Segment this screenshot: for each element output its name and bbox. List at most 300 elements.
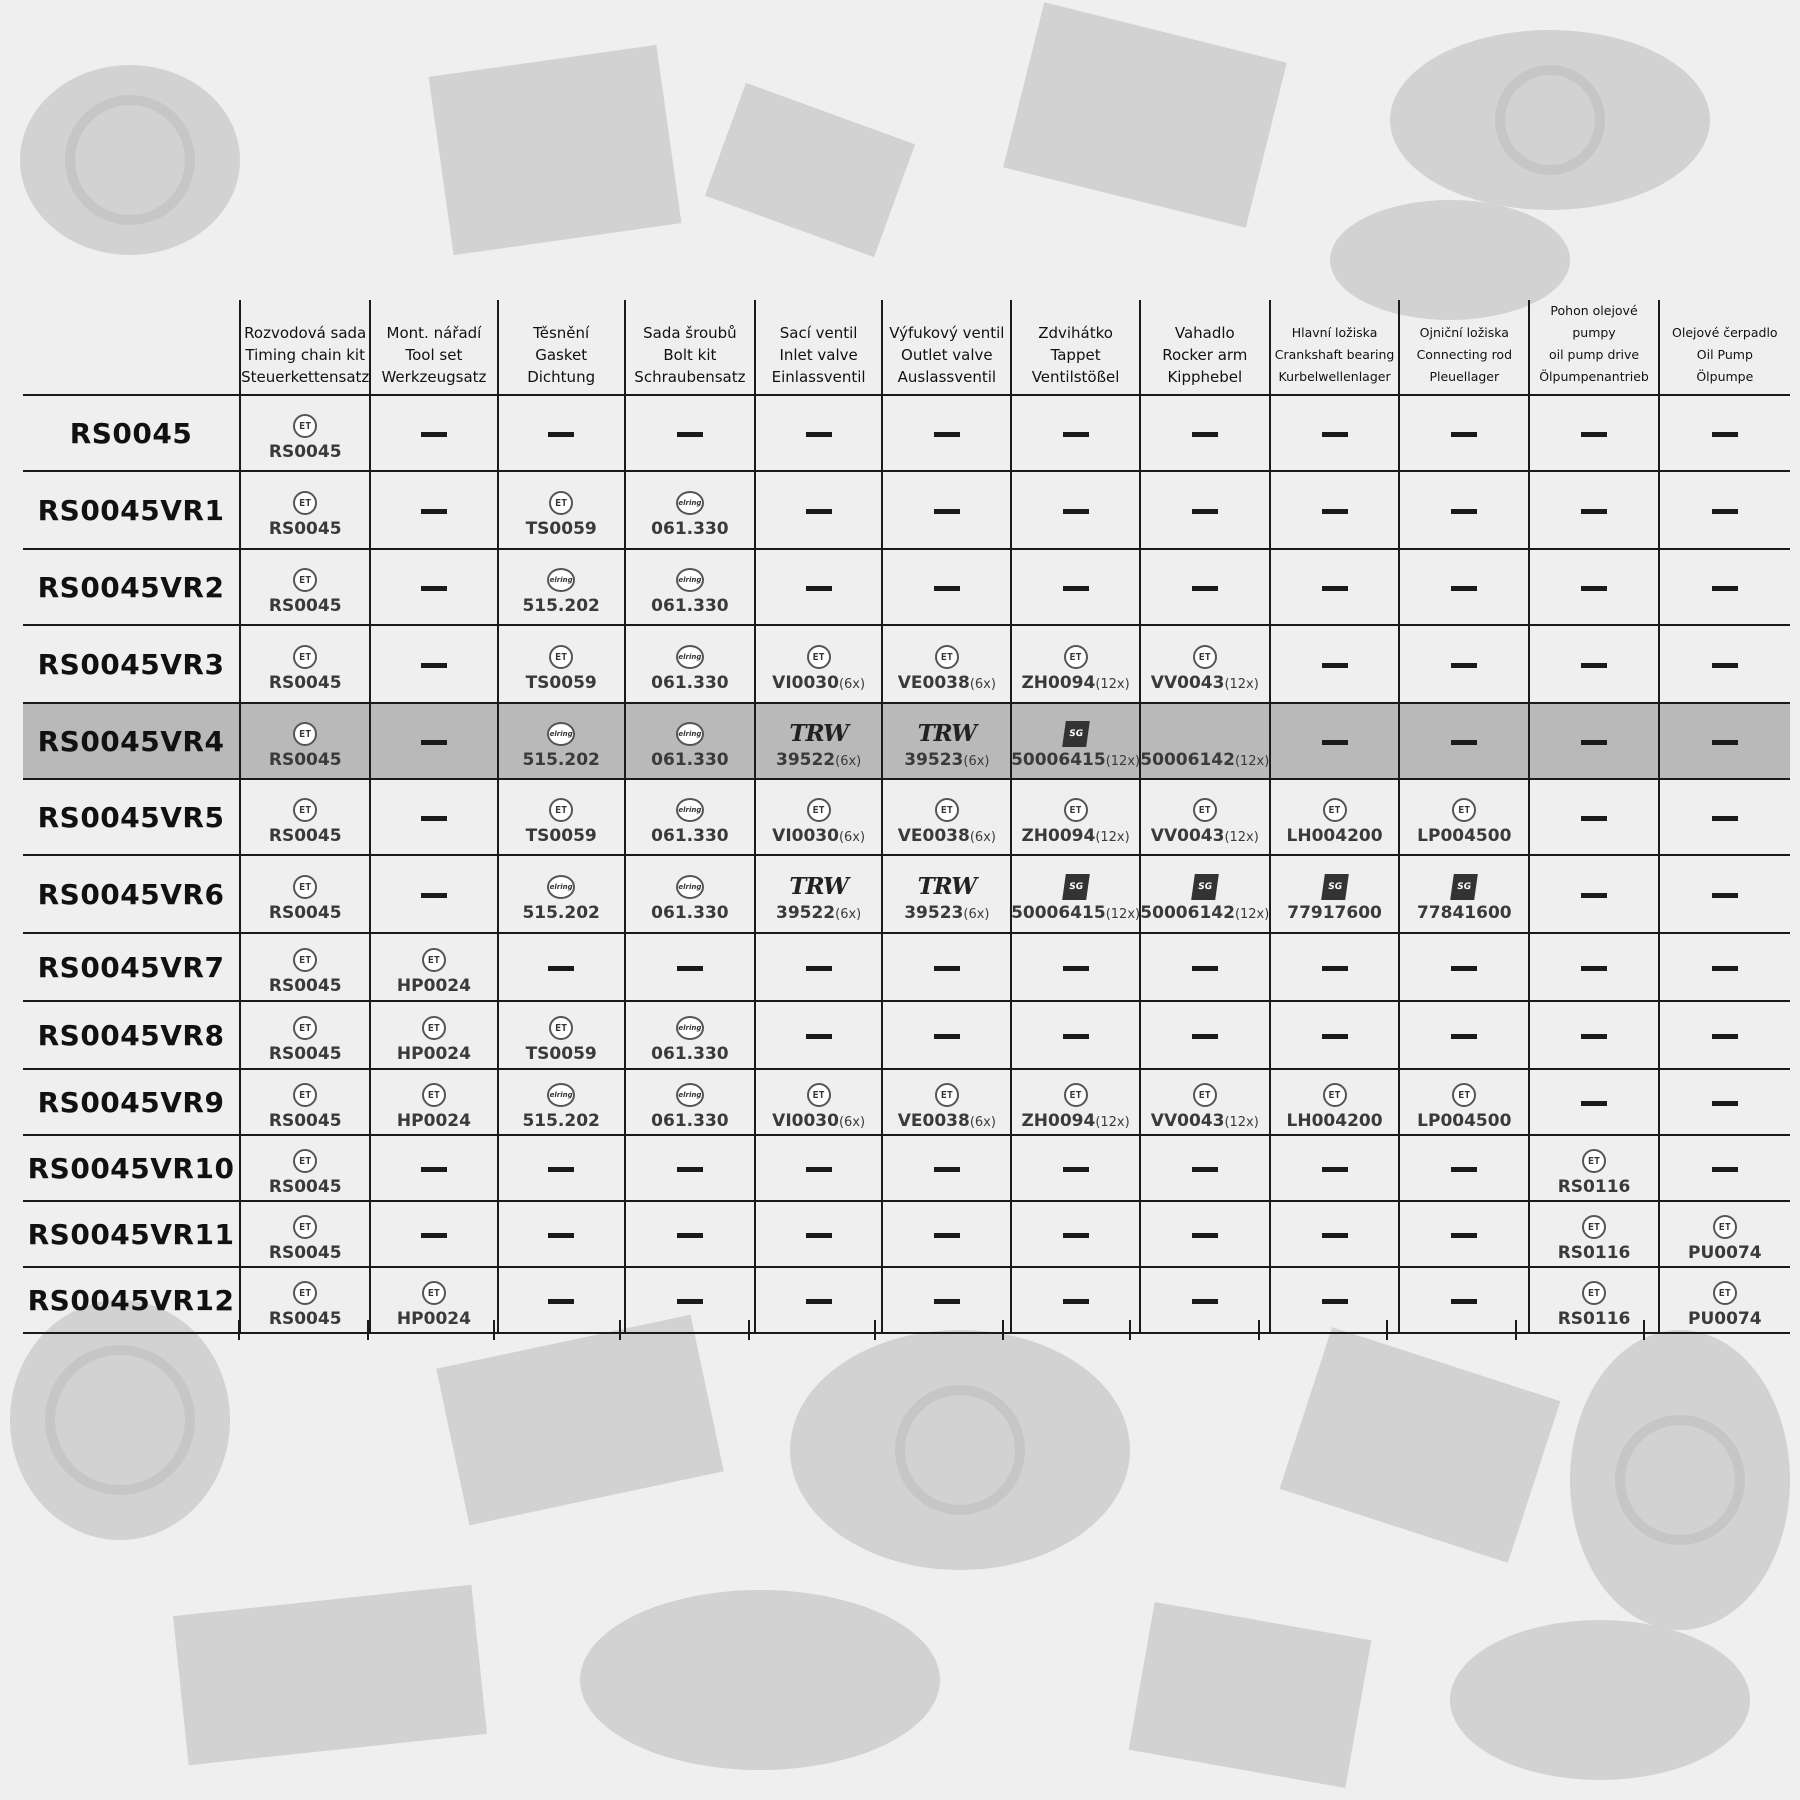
part-cell <box>755 933 882 1001</box>
part-cell <box>240 855 370 933</box>
not-included-dash <box>421 816 447 821</box>
elring-logo-icon: elring <box>547 722 575 746</box>
brand-logo-slot <box>547 566 575 594</box>
part-cell <box>1529 703 1658 779</box>
not-included-dash <box>1451 740 1477 745</box>
part-number-line <box>651 750 728 770</box>
part-number: 515.202 <box>522 750 600 770</box>
column-line <box>1258 1320 1260 1340</box>
part-cell <box>1140 933 1270 1001</box>
elring-logo-icon: elring <box>676 491 704 515</box>
brand-logo-slot <box>1193 643 1217 671</box>
part-number: 515.202 <box>522 596 600 616</box>
column-header <box>1270 300 1399 395</box>
brand-logo-slot <box>807 1081 831 1109</box>
part-number: RS0045 <box>268 826 342 846</box>
brand-logo-slot <box>293 796 317 824</box>
part-number-line <box>526 1044 597 1064</box>
part-cell <box>370 1201 497 1267</box>
part-cell <box>882 1135 1011 1201</box>
part-number: VI0030 <box>772 826 839 846</box>
not-included-dash <box>1712 1167 1738 1172</box>
part-number-line <box>1417 826 1511 846</box>
column-header-line: Kurbelwellenlager <box>1278 369 1391 384</box>
part-entry <box>756 865 881 923</box>
part-number: TS0059 <box>525 673 597 693</box>
part-number-line <box>1021 1111 1129 1131</box>
column-header <box>370 300 497 395</box>
kit-contents-table <box>23 300 1790 1334</box>
part-number: VE0038 <box>897 1111 970 1131</box>
not-included-dash <box>1322 586 1348 591</box>
column-header-line: Auslassventil <box>897 368 997 386</box>
not-included-dash <box>934 586 960 591</box>
column-header-line: Hlavní ložiska <box>1291 325 1378 340</box>
part-cell <box>1399 471 1529 549</box>
not-included-dash <box>548 1167 574 1172</box>
quantity: (6x) <box>969 1115 996 1130</box>
part-number: 061.330 <box>651 750 729 770</box>
quantity: (6x) <box>963 754 990 769</box>
part-cell <box>755 1069 882 1135</box>
et-logo-icon: ET <box>1064 1083 1088 1107</box>
not-included-dash <box>1581 1034 1607 1039</box>
not-included-dash <box>421 1167 447 1172</box>
brand-logo-slot <box>935 643 959 671</box>
part-cell <box>1270 395 1399 471</box>
elring-logo-icon: elring <box>547 875 575 899</box>
part-cell <box>1529 779 1658 855</box>
part-cell <box>1140 395 1270 471</box>
part-cell <box>1270 1069 1399 1135</box>
part-entry <box>241 1139 369 1197</box>
et-logo-icon: ET <box>1582 1149 1606 1173</box>
not-included-dash <box>421 586 447 591</box>
part-cell <box>240 1069 370 1135</box>
part-cell <box>882 471 1011 549</box>
et-logo-icon: ET <box>293 645 317 669</box>
column-header-line: Mont. nářadí <box>386 324 482 342</box>
part-number: VV0043 <box>1150 826 1225 846</box>
part-number: RS0045 <box>268 1243 342 1263</box>
column-header-line: Pohon olejové pumpy <box>1550 303 1638 340</box>
part-cell <box>1529 1135 1658 1201</box>
part-cell <box>1011 395 1139 471</box>
part-cell <box>1270 1267 1399 1333</box>
part-cell <box>882 703 1011 779</box>
et-logo-icon: ET <box>293 568 317 592</box>
part-cell <box>882 1001 1011 1069</box>
part-number-line <box>269 1243 342 1263</box>
trw-logo-icon: TRW <box>789 873 848 900</box>
part-number-line <box>651 826 728 846</box>
not-included-dash <box>1192 1299 1218 1304</box>
part-number: TS0059 <box>525 1044 597 1064</box>
et-logo-icon: ET <box>1064 645 1088 669</box>
part-cell <box>1659 625 1790 703</box>
not-included-dash <box>1581 1101 1607 1106</box>
part-entry <box>1012 788 1138 846</box>
et-logo-icon: ET <box>293 1083 317 1107</box>
et-logo-icon: ET <box>293 798 317 822</box>
part-cell <box>1011 1001 1139 1069</box>
part-cell <box>755 855 882 933</box>
part-cell <box>370 1001 497 1069</box>
column-header-line: Connecting rod <box>1416 347 1513 362</box>
brand-logo-slot <box>293 489 317 517</box>
column-line <box>367 1320 369 1340</box>
not-included-dash <box>1581 740 1607 745</box>
not-included-dash <box>806 1299 832 1304</box>
part-cell <box>498 395 625 471</box>
not-included-dash <box>934 432 960 437</box>
part-entry <box>883 635 1010 693</box>
quantity: (12x) <box>1095 830 1130 845</box>
part-cell <box>1270 703 1399 779</box>
sg-logo-icon: SG <box>1062 874 1090 900</box>
not-included-dash <box>806 1034 832 1039</box>
not-included-dash <box>1451 1233 1477 1238</box>
quantity: (12x) <box>1234 907 1270 922</box>
part-entry <box>499 635 624 693</box>
part-number: 061.330 <box>651 1044 729 1064</box>
not-included-dash <box>548 966 574 971</box>
not-included-dash <box>1581 893 1607 898</box>
not-included-dash <box>1581 586 1607 591</box>
part-entry <box>241 865 369 923</box>
part-number-line <box>1140 903 1269 923</box>
not-included-dash <box>806 1167 832 1172</box>
part-number-line <box>898 826 996 846</box>
column-line <box>619 1320 621 1340</box>
column-header-line: Sací ventil <box>779 324 858 342</box>
not-included-dash <box>677 1233 703 1238</box>
part-entry <box>1660 1271 1790 1329</box>
part-cell <box>498 779 625 855</box>
part-cell <box>370 1267 497 1333</box>
quantity: (12x) <box>1095 677 1130 692</box>
not-included-dash <box>934 1233 960 1238</box>
table-row <box>23 395 1790 471</box>
column-header-line: Těsnění <box>533 324 590 342</box>
part-entry <box>499 1073 624 1131</box>
part-cell <box>1270 1135 1399 1201</box>
et-logo-icon: ET <box>1713 1215 1737 1239</box>
table-row <box>23 933 1790 1001</box>
kit-code: RS0045 <box>23 395 240 471</box>
brand-logo-slot <box>1713 1279 1737 1307</box>
part-number-line <box>772 1111 865 1131</box>
part-cell <box>1529 549 1658 625</box>
part-number: RS0045 <box>268 1044 342 1064</box>
part-number: RS0045 <box>268 1177 342 1197</box>
part-cell <box>1659 933 1790 1001</box>
part-number-line <box>1558 1243 1631 1263</box>
kit-code: RS0045VR6 <box>23 855 240 933</box>
column-header-line: Zdvihátko <box>1038 324 1113 342</box>
part-cell <box>625 549 755 625</box>
not-included-dash <box>1581 966 1607 971</box>
table-row <box>23 855 1790 933</box>
not-included-dash <box>806 966 832 971</box>
column-header-line: Timing chain kit <box>245 346 365 364</box>
part-number: 50006415 <box>1011 903 1106 923</box>
part-cell <box>1140 1201 1270 1267</box>
part-entry <box>883 712 1010 770</box>
trw-logo-icon: TRW <box>917 873 977 900</box>
part-entry <box>241 1073 369 1131</box>
column-header-line: Vahadlo <box>1174 324 1235 342</box>
column-line <box>1386 1320 1388 1340</box>
part-cell <box>240 703 370 779</box>
part-number-line <box>898 1111 996 1131</box>
part-number: HP0024 <box>396 1309 471 1329</box>
part-cell <box>1270 1001 1399 1069</box>
part-cell <box>1399 933 1529 1001</box>
part-cell <box>755 625 882 703</box>
part-cell <box>240 779 370 855</box>
not-included-dash <box>1322 1299 1348 1304</box>
part-entry <box>1011 865 1141 923</box>
part-number: VV0043 <box>1150 673 1225 693</box>
part-number-line <box>269 1111 342 1131</box>
part-number: RS0045 <box>268 442 342 462</box>
et-logo-icon: ET <box>293 491 317 515</box>
part-entry <box>1012 1073 1138 1131</box>
column-header-line: Sada šroubů <box>643 324 737 342</box>
et-logo-icon: ET <box>1193 645 1217 669</box>
part-cell <box>240 471 370 549</box>
column-header-line: Inlet valve <box>779 346 858 364</box>
part-number-line <box>522 750 599 770</box>
part-cell <box>370 933 497 1001</box>
part-cell <box>1659 855 1790 933</box>
column-header-line: Einlassventil <box>771 368 866 386</box>
column-header-line: Rocker arm <box>1162 346 1248 364</box>
table-row <box>23 1201 1790 1267</box>
part-number-line <box>772 673 865 693</box>
part-cell <box>625 933 755 1001</box>
part-number-line <box>397 1309 471 1329</box>
column-header-line: Pleuellager <box>1429 369 1500 384</box>
part-entry <box>626 481 754 539</box>
part-cell <box>240 933 370 1001</box>
part-number: 061.330 <box>651 903 729 923</box>
not-included-dash <box>1451 966 1477 971</box>
et-logo-icon: ET <box>807 645 831 669</box>
part-cell <box>1011 703 1139 779</box>
brand-logo-slot <box>676 1081 704 1109</box>
part-number-line <box>526 826 597 846</box>
et-logo-icon: ET <box>293 1281 317 1305</box>
part-cell <box>1270 933 1399 1001</box>
part-number: RS0045 <box>268 750 342 770</box>
brand-logo-slot <box>1452 1081 1476 1109</box>
not-included-dash <box>1451 663 1477 668</box>
part-number: HP0024 <box>396 1044 471 1064</box>
part-entry <box>1400 788 1528 846</box>
not-included-dash <box>1322 509 1348 514</box>
not-included-dash <box>1581 432 1607 437</box>
table-row <box>23 549 1790 625</box>
part-number: VI0030 <box>772 673 839 693</box>
part-entry <box>499 788 624 846</box>
part-entry <box>883 1073 1010 1131</box>
brand-logo-slot <box>293 1014 317 1042</box>
column-line <box>238 1320 240 1340</box>
not-included-dash <box>548 1299 574 1304</box>
not-included-dash <box>1322 432 1348 437</box>
part-cell <box>498 549 625 625</box>
kit-code: RS0045VR4 <box>23 703 240 779</box>
brand-logo-slot <box>676 489 704 517</box>
not-included-dash <box>1451 432 1477 437</box>
column-header <box>1529 300 1658 395</box>
not-included-dash <box>934 1299 960 1304</box>
part-number: PU0074 <box>1688 1309 1762 1329</box>
part-entry <box>1400 865 1528 923</box>
column-header-line: Rozvodová sada <box>244 324 367 342</box>
quantity: (6x) <box>963 907 990 922</box>
not-included-dash <box>1192 1167 1218 1172</box>
column-line <box>1515 1320 1517 1340</box>
part-cell <box>1270 855 1399 933</box>
part-cell <box>1011 1201 1139 1267</box>
kit-code: RS0045VR1 <box>23 471 240 549</box>
header-corner <box>23 300 240 395</box>
part-cell <box>882 549 1011 625</box>
part-number-line <box>397 1044 471 1064</box>
part-number: 50006415 <box>1011 750 1106 770</box>
part-entry <box>1530 1205 1657 1263</box>
brand-logo-slot <box>1713 1213 1737 1241</box>
column-header <box>1399 300 1529 395</box>
elring-logo-icon: elring <box>676 1016 704 1040</box>
part-cell <box>1529 1201 1658 1267</box>
brand-logo-slot <box>1064 720 1088 748</box>
part-number-line <box>776 903 861 923</box>
part-cell <box>240 1201 370 1267</box>
not-included-dash <box>1063 1167 1089 1172</box>
part-cell <box>1140 1069 1270 1135</box>
part-number: 061.330 <box>651 1111 729 1131</box>
part-number-line <box>651 673 728 693</box>
part-cell <box>625 395 755 471</box>
part-number-line <box>269 1044 342 1064</box>
part-cell <box>755 395 882 471</box>
not-included-dash <box>548 432 574 437</box>
not-included-dash <box>1322 1233 1348 1238</box>
part-cell <box>625 1135 755 1201</box>
part-entry <box>1271 788 1398 846</box>
part-cell <box>882 855 1011 933</box>
not-included-dash <box>1192 586 1218 591</box>
part-cell <box>1399 1135 1529 1201</box>
part-cell <box>1399 549 1529 625</box>
quantity: (12x) <box>1224 677 1259 692</box>
sg-logo-icon: SG <box>1191 874 1219 900</box>
quantity: (12x) <box>1224 830 1259 845</box>
part-cell <box>755 1267 882 1333</box>
et-logo-icon: ET <box>293 875 317 899</box>
part-number: HP0024 <box>396 976 471 996</box>
part-number: TS0059 <box>525 826 597 846</box>
part-cell <box>1140 1001 1270 1069</box>
header-row <box>23 300 1790 395</box>
brand-logo-slot <box>422 1279 446 1307</box>
not-included-dash <box>1451 586 1477 591</box>
kit-code: RS0045VR5 <box>23 779 240 855</box>
not-included-dash <box>806 509 832 514</box>
not-included-dash <box>677 432 703 437</box>
brand-logo-slot <box>676 1014 704 1042</box>
not-included-dash <box>1192 966 1218 971</box>
part-number-line <box>522 1111 599 1131</box>
quantity: (12x) <box>1105 754 1141 769</box>
kit-code: RS0045VR3 <box>23 625 240 703</box>
part-cell <box>1011 1135 1139 1201</box>
part-number-line <box>1021 826 1129 846</box>
et-logo-icon: ET <box>1323 798 1347 822</box>
et-logo-icon: ET <box>293 722 317 746</box>
brand-logo-slot <box>807 643 831 671</box>
column-header <box>1659 300 1790 395</box>
part-cell <box>882 1069 1011 1135</box>
brand-logo-slot <box>293 1147 317 1175</box>
et-logo-icon: ET <box>935 645 959 669</box>
column-header-line: Tool set <box>405 346 463 364</box>
column-header-line: Ölpumpe <box>1696 369 1754 384</box>
elring-logo-icon: elring <box>547 1083 575 1107</box>
part-entry <box>883 788 1010 846</box>
et-logo-icon: ET <box>293 1149 317 1173</box>
part-number: LP004500 <box>1417 826 1512 846</box>
part-entry <box>1011 712 1141 770</box>
part-number-line <box>1688 1243 1762 1263</box>
elring-logo-icon: elring <box>676 645 704 669</box>
not-included-dash <box>1712 816 1738 821</box>
not-included-dash <box>421 663 447 668</box>
not-included-dash <box>421 432 447 437</box>
column-line <box>1129 1320 1131 1340</box>
brand-logo-slot <box>1582 1147 1606 1175</box>
part-number-line <box>269 750 342 770</box>
part-cell <box>240 625 370 703</box>
brand-logo-slot <box>293 1279 317 1307</box>
brand-logo-slot <box>935 1081 959 1109</box>
not-included-dash <box>1322 663 1348 668</box>
part-number-line <box>1021 673 1129 693</box>
brand-logo-slot <box>422 946 446 974</box>
part-cell <box>1529 933 1658 1001</box>
quantity: (6x) <box>969 677 996 692</box>
not-included-dash <box>548 1233 574 1238</box>
part-cell <box>1529 625 1658 703</box>
part-cell <box>498 471 625 549</box>
part-number: RS0045 <box>268 1309 342 1329</box>
et-logo-icon: ET <box>1193 1083 1217 1107</box>
column-header <box>1011 300 1139 395</box>
part-entry <box>241 938 369 996</box>
brand-logo-slot <box>293 566 317 594</box>
brand-logo-slot <box>1064 643 1088 671</box>
part-number: RS0116 <box>1557 1177 1631 1197</box>
part-entry <box>241 558 369 616</box>
not-included-dash <box>934 1034 960 1039</box>
not-included-dash <box>1192 1233 1218 1238</box>
part-entry <box>371 1271 496 1329</box>
kit-code: RS0045VR9 <box>23 1069 240 1135</box>
